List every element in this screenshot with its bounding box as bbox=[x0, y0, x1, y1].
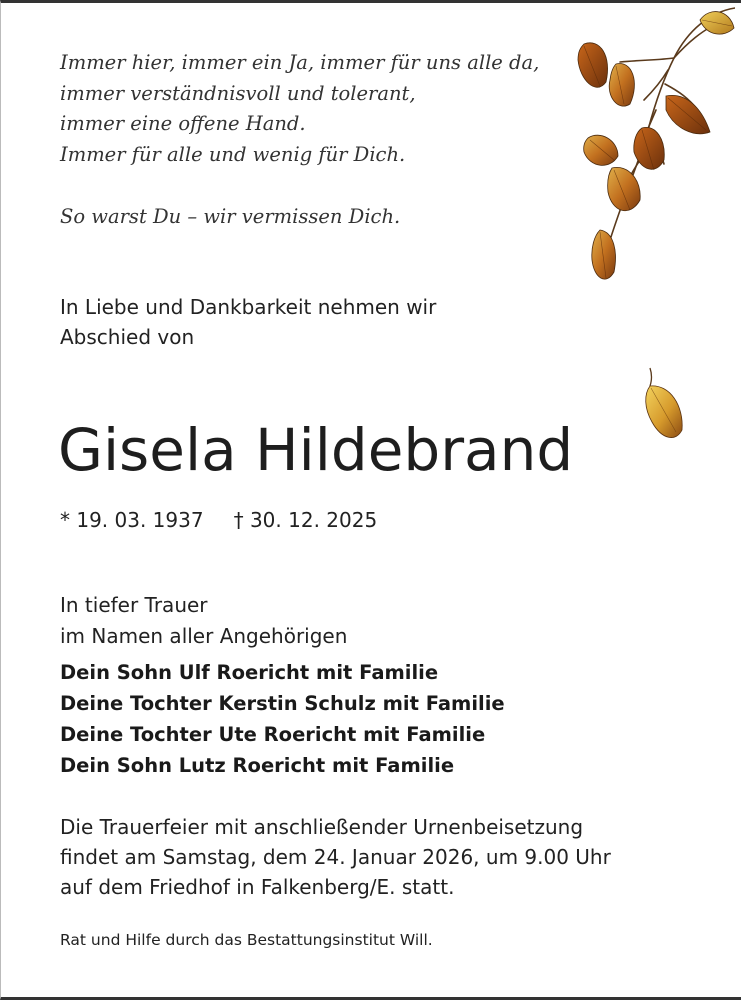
family-member: Deine Tochter Kerstin Schulz mit Familie bbox=[60, 692, 505, 715]
memorial-poem bbox=[60, 48, 539, 233]
farewell-intro bbox=[60, 292, 436, 352]
poem-line: Immer hier, immer ein Ja, immer für uns alle da, bbox=[60, 51, 540, 74]
family-list bbox=[60, 657, 505, 781]
family-member: Deine Tochter Ute Roericht mit Familie bbox=[60, 723, 486, 746]
family-member: Dein Sohn Lutz Roericht mit Familie bbox=[60, 754, 455, 777]
mourning-line: im Namen aller Angehörigen bbox=[60, 624, 348, 648]
ceremony-details bbox=[60, 812, 611, 902]
life-dates bbox=[60, 505, 377, 535]
poem-line: Immer für alle und wenig für Dich. bbox=[60, 142, 406, 166]
poem-gap bbox=[60, 170, 539, 202]
funeral-service-note: Rat und Hilfe durch das Bestattungsinstitut Will. bbox=[60, 931, 433, 949]
autumn-branch-icon bbox=[570, 0, 735, 290]
leaf-cluster bbox=[578, 12, 734, 280]
intro-line: In Liebe und Dankbarkeit nehmen wir bbox=[60, 295, 437, 319]
birth-date: * 19. 03. 1937 bbox=[60, 508, 204, 532]
poem-closing-line: So warst Du – wir vermissen Dich. bbox=[60, 205, 401, 228]
mourning-text bbox=[60, 590, 347, 652]
death-date: † 30. 12. 2025 bbox=[233, 508, 378, 532]
falling-leaf-icon bbox=[636, 366, 686, 446]
ceremony-line: Die Trauerfeier mit anschließender Urnenbeisetzung bbox=[60, 815, 584, 839]
mourning-line: In tiefer Trauer bbox=[60, 593, 208, 617]
ceremony-line: findet am Samstag, dem 24. Januar 2026, um 9.00 Uhr bbox=[60, 845, 611, 869]
intro-line: Abschied von bbox=[60, 325, 195, 349]
family-member: Dein Sohn Ulf Roericht mit Familie bbox=[60, 661, 439, 684]
poem-line: immer eine offene Hand. bbox=[60, 112, 306, 135]
ceremony-line: auf dem Friedhof in Falkenberg/E. statt. bbox=[60, 875, 455, 899]
poem-line: immer verständnisvoll und tolerant, bbox=[60, 81, 416, 105]
deceased-name: Gisela Hildebrand bbox=[58, 416, 574, 484]
